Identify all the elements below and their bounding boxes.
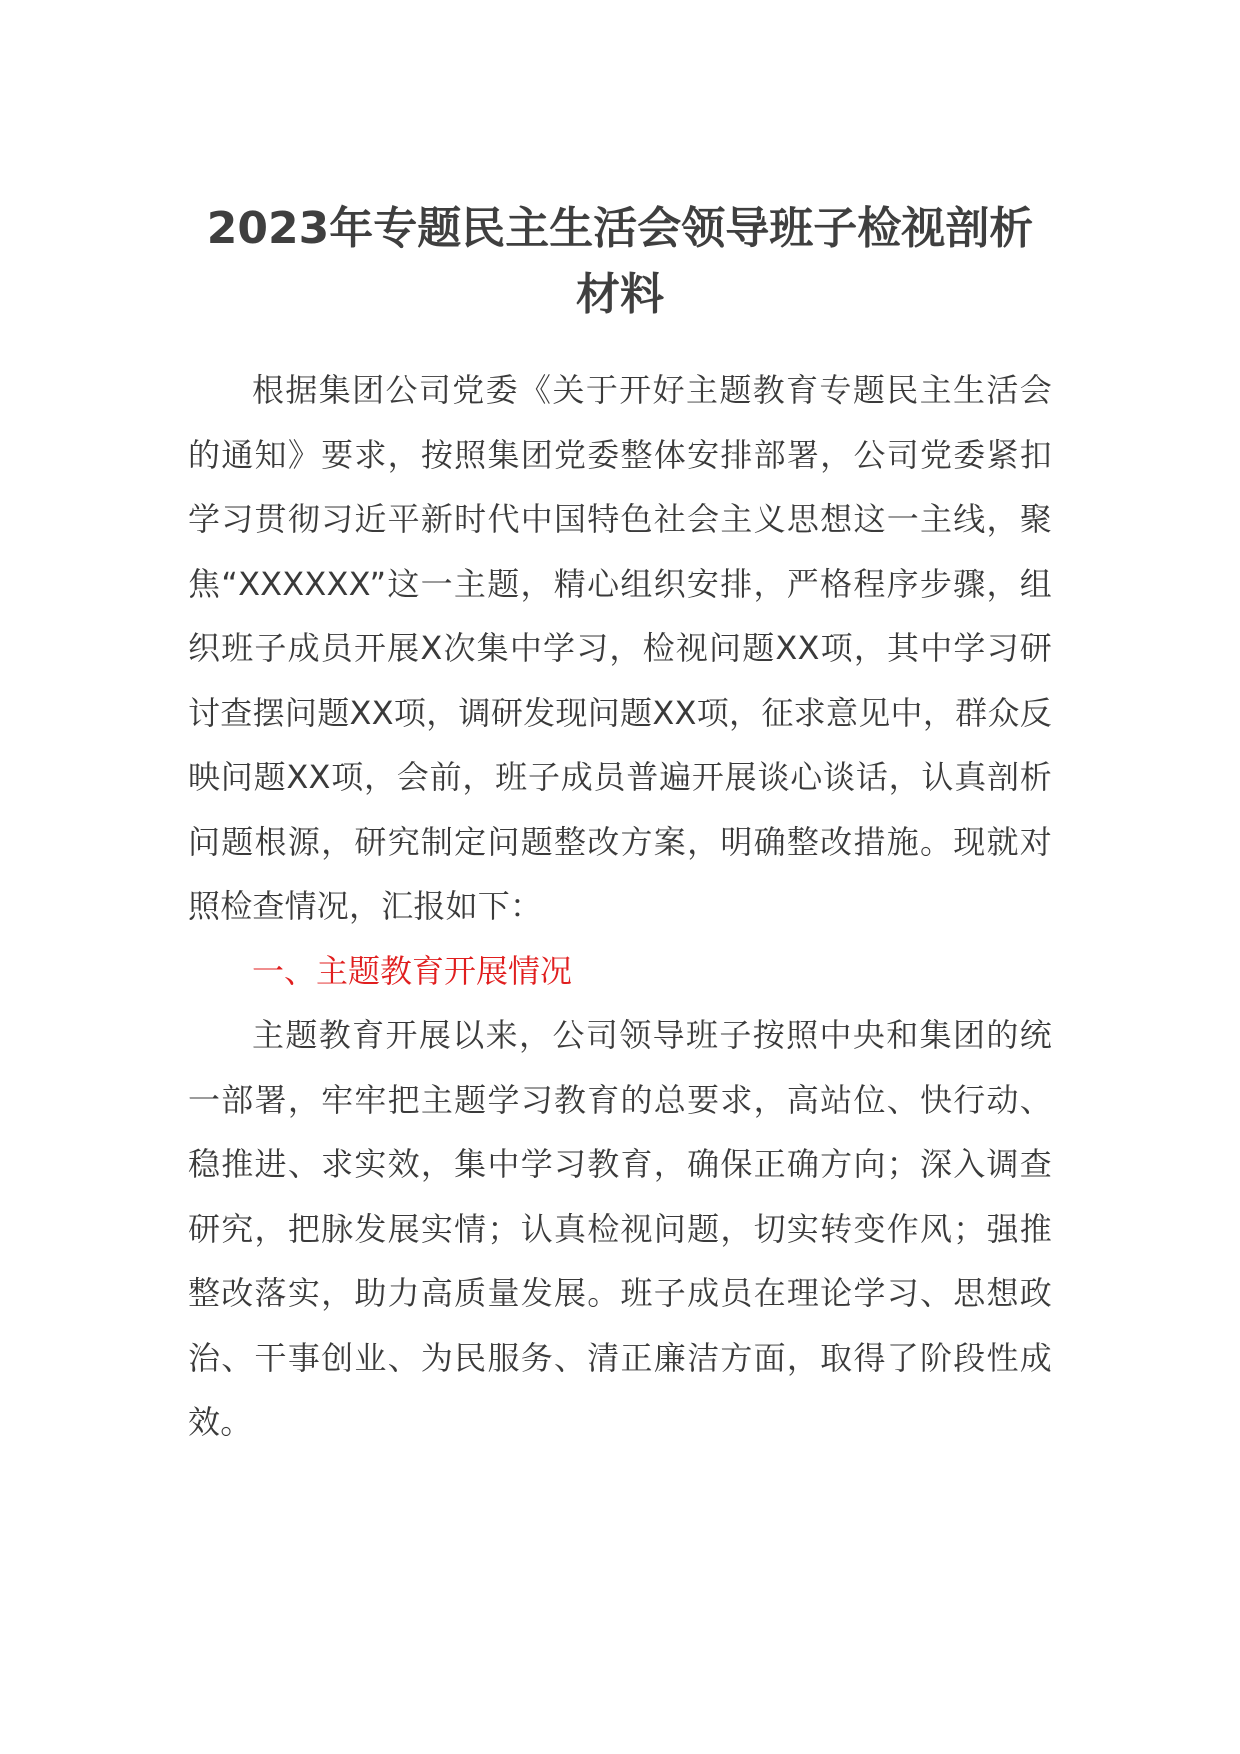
section-1-paragraph: 主题教育开展以来，公司领导班子按照中央和集团的统一部署，牢牢把主题学习教育的总要求，高站位、快行动、稳推进、求实效，集中学习教育，确保正确方向；深入调查研究，把脉发展实情；认真检视问题，切实转变作风；强推整改落实，助力高质量发展。班子成员在理论学习、思想政治、干事创业、为民服务、清正廉洁方面，取得了阶段性成效。 xyxy=(188,1016,1052,1441)
intro-paragraph: 根据集团公司党委《关于开好主题教育专题民主生活会的通知》要求，按照集团党委整体安排部署，公司党委紧扣学习贯彻习近平新时代中国特色社会主义思想这一主线，聚焦“XXXXXX”这一主题，精心组织安排，严格程序步骤，组织班子成员开展X次集中学习，检视问题XX项，其中学习研讨查摆问题XX项，调研发现问题XX项，征求意见中，群众反映问题XX项，会前，班子成员普遍开展谈心谈话，认真剖析问题根源，研究制定问题整改方案，明确整改措施。现就对照检查情况，汇报如下： xyxy=(188,371,1052,925)
document-title: 2023年专题民主生活会领导班子检视剖析材料 xyxy=(206,203,1034,320)
section-heading-1: 一、主题教育开展情况 xyxy=(252,952,573,990)
